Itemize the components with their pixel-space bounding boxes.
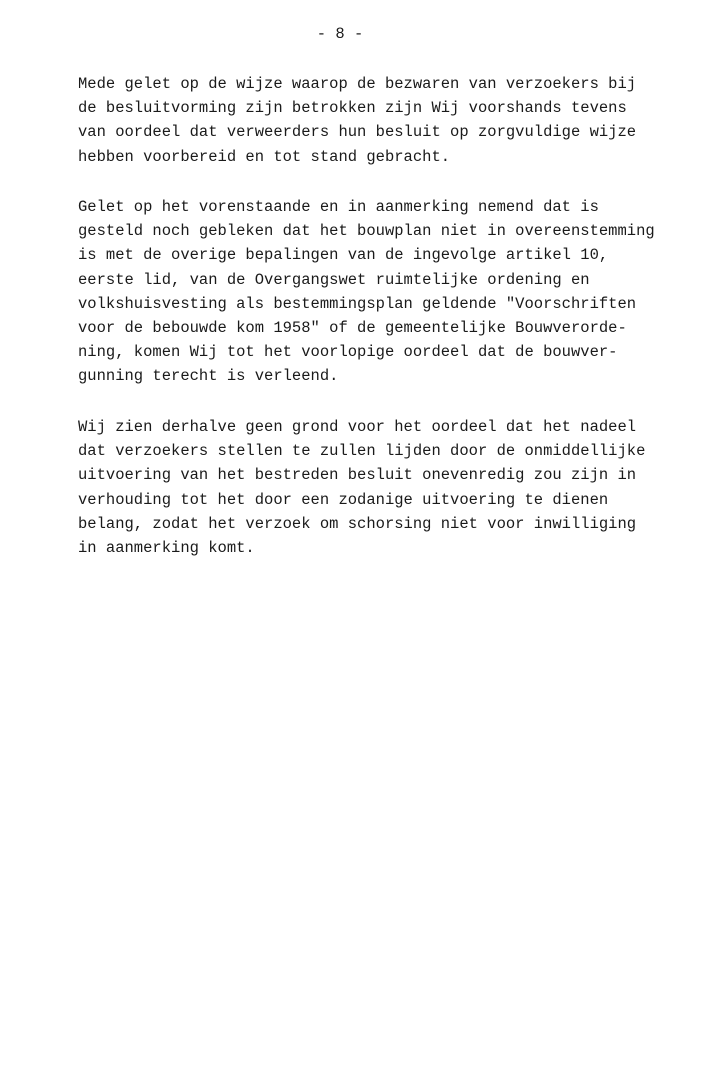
text-line: verhouding tot het door een zodanige uitvoering te dienen (78, 490, 609, 509)
text-line: hebben voorbereid en tot stand gebracht. (78, 147, 451, 166)
text-line: volkshuisvesting als bestemmingsplan geldende "Voorschriften (78, 294, 637, 313)
text-line: is met de overige bepalingen van de ingevolge artikel 10, (78, 246, 609, 265)
text-line: van oordeel dat verweerders hun besluit op zorgvuldige wijze (78, 123, 637, 142)
text-line: gunning terecht is verleend. (78, 367, 339, 386)
text-line: eerste lid, van de Overgangswet ruimtelijke ordening en (78, 270, 590, 289)
text-line: dat verzoekers stellen te zullen lijden door de onmiddellijke (78, 442, 646, 461)
text-line: voor de bebouwde kom 1958" of de gemeentelijke Bouwverorde- (78, 319, 627, 338)
paragraph-careful-preparation (78, 72, 688, 169)
text-line: gesteld noch gebleken dat het bouwplan niet in overeenstemming (78, 222, 655, 241)
text-line: de besluitvorming zijn betrokken zijn Wij voorshands tevens (78, 99, 627, 118)
text-line: in aanmerking komt. (78, 539, 255, 558)
text-line: belang, zodat het verzoek om schorsing niet voor inwilliging (78, 514, 637, 533)
text-line: ning, komen Wij tot het voorlopige oordeel dat de bouwver- (78, 343, 618, 362)
text-line: uitvoering van het bestreden besluit onevenredig zou zijn in (78, 466, 637, 485)
paragraph-building-permit (78, 195, 688, 389)
page-number: - 8 - (316, 25, 364, 43)
text-line: Mede gelet op de wijze waarop de bezwaren van verzoekers bij (78, 75, 637, 93)
paragraph-suspension-decision (78, 415, 688, 560)
text-line: Gelet op het vorenstaande en in aanmerking nemend dat is (78, 198, 599, 216)
text-line: Wij zien derhalve geen grond voor het oordeel dat het nadeel (78, 418, 637, 436)
